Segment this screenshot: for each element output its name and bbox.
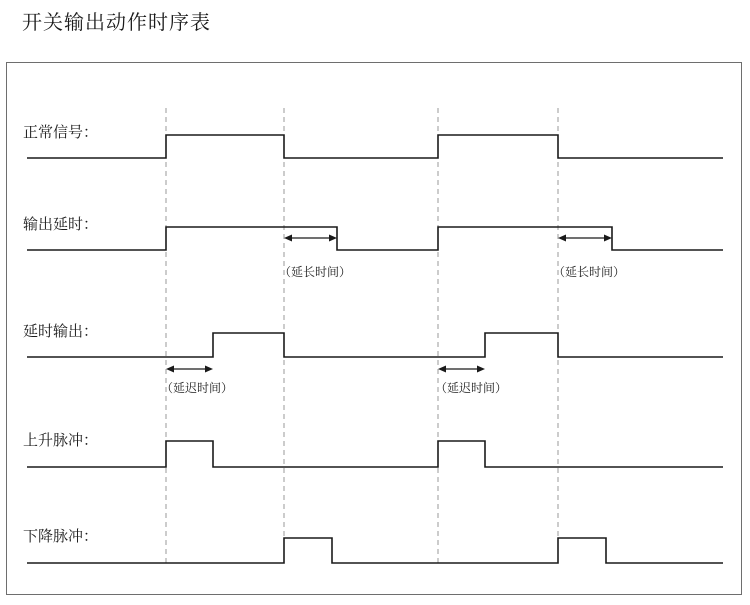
annotation-delay-time-2: （延迟时间） bbox=[435, 381, 508, 395]
row-label-delay-output: 延时输出： bbox=[23, 323, 99, 340]
timing-diagram-canvas bbox=[7, 63, 743, 596]
waveform-rising-pulse bbox=[27, 441, 723, 467]
row-label-falling-pulse: 下降脉冲： bbox=[23, 528, 99, 545]
waveform-normal-signal bbox=[27, 135, 723, 158]
annotation-extend-time-1: （延长时间） bbox=[279, 265, 352, 279]
row-label-rising-pulse: 上升脉冲： bbox=[23, 432, 99, 449]
waveform-falling-pulse bbox=[27, 538, 723, 563]
waveform-delay-output bbox=[27, 333, 723, 357]
annotation-delay-time-1: （延迟时间） bbox=[161, 381, 234, 395]
extend-time-arrow-2 bbox=[558, 235, 612, 242]
page-title: 开关输出动作时序表 bbox=[22, 12, 211, 34]
annotation-extend-time-2: （延长时间） bbox=[553, 265, 626, 279]
timing-diagram-frame bbox=[6, 62, 742, 595]
guide-lines bbox=[166, 108, 558, 563]
extend-time-arrow-1 bbox=[284, 235, 337, 242]
delay-time-arrow-2 bbox=[438, 366, 485, 373]
waveform-output-delay bbox=[27, 227, 723, 250]
row-label-output-delay: 输出延时： bbox=[23, 216, 99, 233]
delay-time-arrow-1 bbox=[166, 366, 213, 373]
row-label-normal-signal: 正常信号： bbox=[23, 124, 99, 141]
